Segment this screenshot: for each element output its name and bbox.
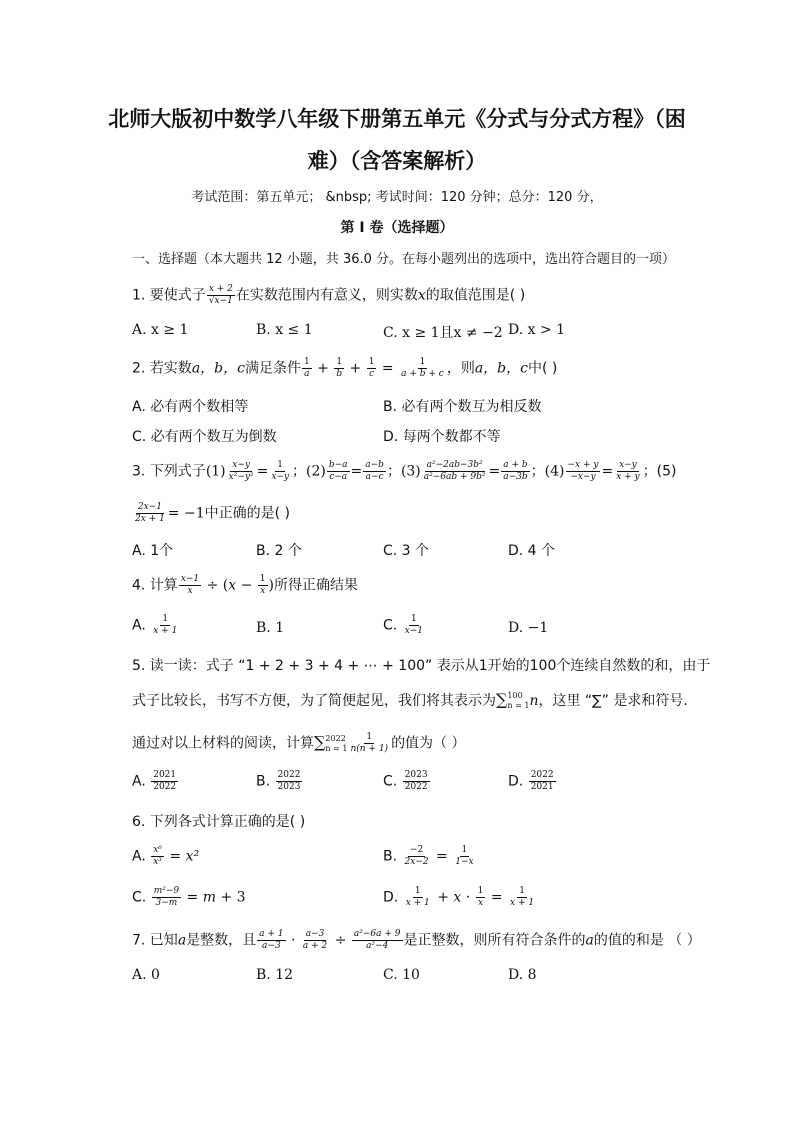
q7-option-d: D. 8 <box>508 967 537 983</box>
q1-stem-a: 1. 要使式子 <box>132 287 206 304</box>
title-line-1: 北师大版初中数学八年级下册第五单元《分式与分式方程》（困 <box>108 106 686 131</box>
q5-option-c: C. $\frac{2023}{2022}$ <box>383 770 428 792</box>
q1-option-c: C. x ≥ 1且x ≠ −2 <box>383 325 503 341</box>
q6-option-d: D. $\frac{1}{x + 1}$ + x · $\frac{1}{x}$ = $\frac{1}{x + 1}$ <box>383 886 535 908</box>
question-5-line-3: 通过对以上材料的阅读，计算∑ 2022 n = 1 $\frac{1}{n(n + 1)}$ 的值为（ ） <box>132 732 466 754</box>
question-1: 1. 要使式子 $\frac{x + 2}{√x-1}$ 在实数范围内有意义，则实数x的取值范围是( ) <box>132 284 526 306</box>
q6-option-c: C. $\frac{\text{m²−9}}{3-m}$ = m + 3 <box>132 886 246 908</box>
q5-option-b: B. $\frac{2022}{2023}$ <box>256 770 301 792</box>
question-2: 2. 若实数a，b，c满足条件 $\frac{1}{a}$ + $\frac{1}{b}$ + $\frac{1}{c}$ = $\frac{1}{a + b + c}$ ，则a，b，c中( ) <box>132 357 558 379</box>
q7-option-b: B. 12 <box>256 967 294 983</box>
q1-expression: $\frac{x + 2}{√x-1}$ <box>208 284 233 306</box>
q3-option-c: C. 3 个 <box>383 543 430 559</box>
q4-option-b: B. 1 <box>256 620 285 636</box>
question-4: 4. 计算 $\frac{x-1}{x}$ ÷ (x − $\frac{1}{x}$ )所得正确结果 <box>132 574 358 596</box>
q4-option-d: D. −1 <box>508 620 549 636</box>
question-5-line-1: 5. 读一读：式子 “1 + 2 + 3 + 4 + ⋯ + 100” 表示从1开始的100个连续自然数的和，由于 <box>132 658 711 674</box>
q7-option-a: A. 0 <box>132 967 160 983</box>
q6-option-a: A. $\frac{\text{x⁶}}{\text{x³}}$ = x² <box>132 845 200 867</box>
q3-option-b: B. 2 个 <box>256 543 302 559</box>
q3-option-d: D. 4 个 <box>508 543 556 559</box>
section-heading: 一、选择题（本大题共 12 小题，共 36.0 分。在每小题列出的选项中，选出符合题目的一项） <box>132 252 676 267</box>
exam-meta: 考试范围：第五单元； &nbsp; 考试时间：120 分钟；总分：120 分， <box>191 190 603 205</box>
question-5-line-2: 式子比较长，书写不方便，为了简便起见，我们将其表示为∑ 100 n = 1 n，这里 “∑” 是求和符号. <box>132 690 688 710</box>
q5-option-d: D. $\frac{2022}{2021}$ <box>508 770 554 792</box>
question-3-cont: $\frac{2x-1}{2x + 1}$ = −1中正确的是( ) <box>135 502 290 524</box>
q1-stem-c: 的取值范围是( ) <box>425 287 526 304</box>
q2-option-c: C. 必有两个数互为倒数 <box>132 429 277 445</box>
q2-option-a: A. 必有两个数相等 <box>132 399 249 415</box>
q1-option-b: B. x ≤ 1 <box>256 322 313 338</box>
q5-option-a: A. $\frac{2021}{2022}$ <box>132 770 177 792</box>
question-3: 3. 下列式子(1) $\frac{x-y}{\text{x²−y²}}$ = $\frac{1}{x-y}$ ；(2) $\frac{b-a}{c-a}$ = $\frac{a-b}{a-c}$ ；(3) $\frac{\text{a²−2ab−3b²}}{\text{a²−6ab + 9b²}}$ = $\frac{a + b}{a-3b}$ ；(4) $\frac{-x + y}{-x-y}$ = $\frac{x-y}{x + y}$ ；(5) <box>132 460 677 482</box>
question-6: 6. 下列各式计算正确的是( ) <box>132 814 306 830</box>
question-7: 7. 已知a是整数，且 $\frac{a + 1}{a-3}$ · $\frac{a-3}{a + 2}$ ÷ $\frac{\text{a²−6a + 9}}{\text{a²−4}}$ 是正整数，则所有符合条件的a的值的和是 （ ） <box>132 929 701 951</box>
q7-option-c: C. 10 <box>383 967 420 983</box>
volume-heading: 第 I 卷（选择题） <box>340 220 454 236</box>
q6-option-b: B. $\frac{-2}{2x-2}$ = $\frac{1}{1-x}$ <box>383 845 474 867</box>
q3-option-a: A. 1个 <box>132 543 174 559</box>
q1-stem-b: 在实数范围内有意义，则实数 <box>235 287 418 304</box>
q1-option-a: A. x ≥ 1 <box>132 322 189 338</box>
q2-option-d: D. 每两个数都不等 <box>383 429 501 445</box>
page-title <box>60 98 734 182</box>
q4-option-a: A. $\frac{1}{x + 1}$ <box>132 614 178 636</box>
q4-option-c: C. $\frac{1}{x-1}$ <box>383 614 424 636</box>
q2-option-b: B. 必有两个数互为相反数 <box>383 399 542 415</box>
title-line-2: 难）（含答案解析） <box>307 148 487 173</box>
q1-option-d: D. x > 1 <box>508 322 566 338</box>
